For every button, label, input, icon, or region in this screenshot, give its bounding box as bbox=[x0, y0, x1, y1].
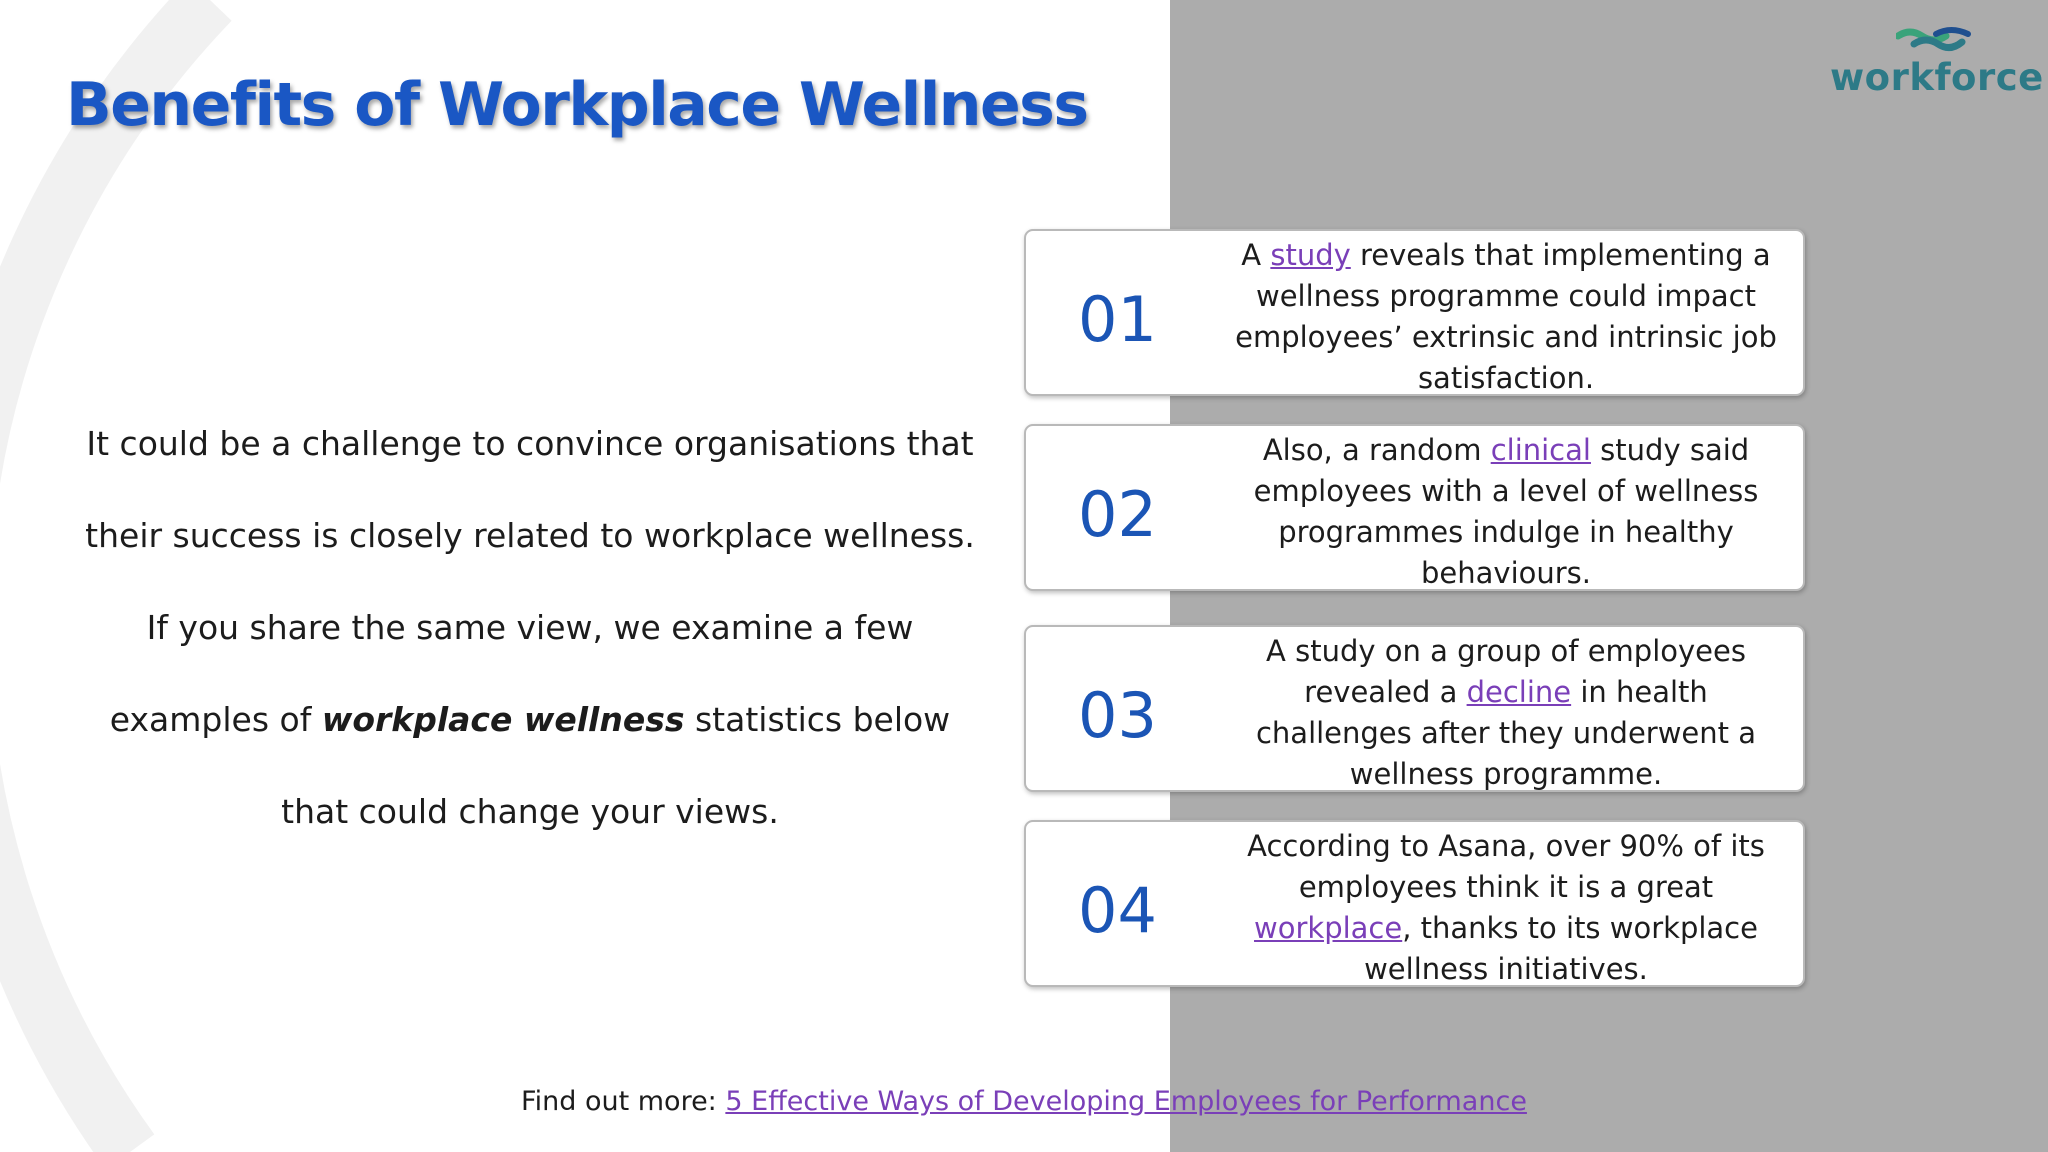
card-text-start: Also, a random bbox=[1262, 433, 1491, 467]
card-number: 01 bbox=[1078, 283, 1157, 356]
decline-link[interactable]: decline bbox=[1466, 675, 1572, 709]
page-title: Benefits of Workplace Wellness bbox=[66, 70, 1088, 140]
footer-label: Find out more: bbox=[521, 1086, 726, 1117]
footer bbox=[0, 1086, 2048, 1117]
logo-mark-icon bbox=[1896, 26, 1976, 56]
intro-line-2 bbox=[72, 582, 988, 858]
workforce-logo bbox=[1830, 20, 2044, 100]
card-text bbox=[1226, 235, 1786, 399]
card-text bbox=[1226, 631, 1786, 795]
intro-line-1: It could be a challenge to convince organisations that their success is closely related to workplace wellness. bbox=[85, 424, 975, 555]
clinical-link[interactable]: clinical bbox=[1490, 433, 1591, 467]
intro-line-2-start: If you share the same view, we examine a few examples of bbox=[109, 608, 914, 739]
card-number: 03 bbox=[1078, 679, 1157, 752]
card-text-start: According to Asana, over 90% of its employees think it is a great bbox=[1247, 829, 1765, 904]
logo-text: workforce bbox=[1830, 56, 2044, 99]
card-text-end: reveals that implementing a wellness programme could impact employees’ extrinsic and intrinsic job satisfaction. bbox=[1235, 238, 1777, 395]
card-number: 04 bbox=[1078, 874, 1157, 947]
stat-card-01 bbox=[1024, 229, 1805, 396]
card-text-end: study said employees with a level of wellness programmes indulge in healthy behaviours. bbox=[1253, 433, 1759, 590]
card-text-start: A bbox=[1241, 238, 1271, 272]
card-text-start: A study on a group of employees revealed a bbox=[1266, 634, 1746, 709]
card-text bbox=[1226, 826, 1786, 990]
card-number: 02 bbox=[1078, 478, 1157, 551]
workplace-link[interactable]: workplace bbox=[1254, 911, 1403, 945]
intro-emphasis: workplace wellness bbox=[321, 700, 685, 739]
card-text bbox=[1226, 430, 1786, 594]
stat-card-02 bbox=[1024, 424, 1805, 591]
intro-line-2-end: statistics below that could change your views. bbox=[281, 700, 951, 831]
stat-card-04 bbox=[1024, 820, 1805, 987]
stat-card-03 bbox=[1024, 625, 1805, 792]
footer-article-link[interactable]: 5 Effective Ways of Developing Employees for Performance bbox=[725, 1086, 1527, 1117]
card-text-end: in health challenges after they underwent a wellness programme. bbox=[1255, 675, 1757, 791]
card-text-end: , thanks to its workplace wellness initiatives. bbox=[1364, 911, 1758, 986]
intro-paragraph bbox=[72, 398, 988, 858]
study-link[interactable]: study bbox=[1270, 238, 1351, 272]
